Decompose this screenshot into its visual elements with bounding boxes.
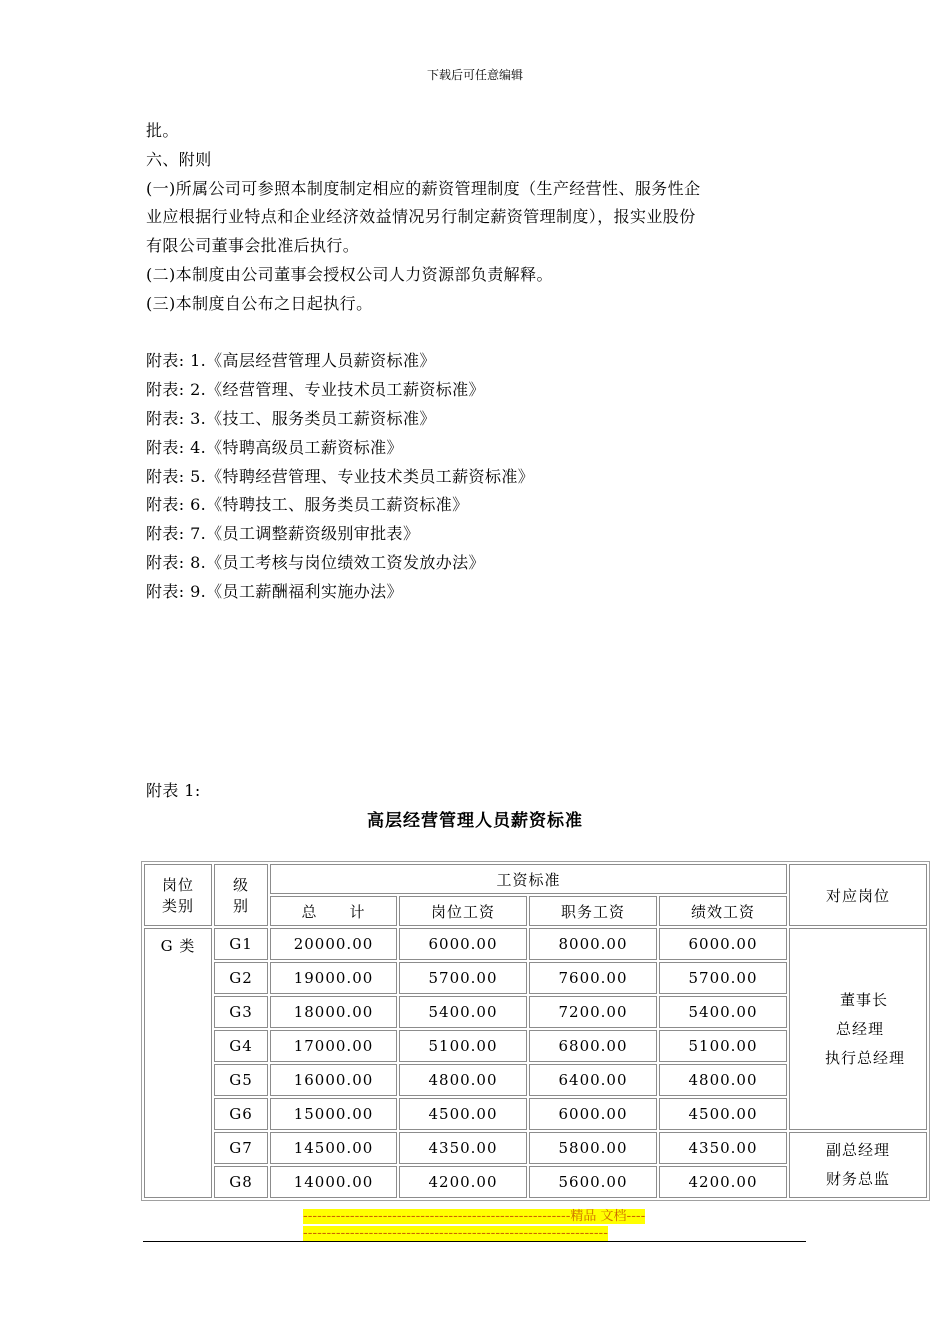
body-text [146, 117, 806, 607]
header-position: 对应岗位 [789, 864, 927, 926]
post-wage-cell: 4200.00 [399, 1166, 527, 1198]
total-cell: 19000.00 [270, 962, 397, 994]
post-wage-cell: 6000.00 [399, 928, 527, 960]
appendix-item: 附表: 3.《技工、服务类员工薪资标准》 [146, 408, 436, 428]
appendix-item: 附表: 7.《员工调整薪资级别审批表》 [146, 524, 420, 544]
header-category: 岗位 类别 [144, 864, 212, 926]
level-cell: G4 [214, 1030, 268, 1062]
level-cell: G8 [214, 1166, 268, 1198]
duty-wage-cell: 6400.00 [529, 1064, 657, 1096]
paragraph-line: (三)本制度自公布之日起执行。 [146, 293, 373, 313]
footer-rule [143, 1241, 806, 1242]
page-header: 下载后可任意编辑 [426, 68, 523, 82]
position-item: 执行总经理 [824, 1048, 905, 1067]
post-wage-cell: 5100.00 [399, 1030, 527, 1062]
total-cell: 17000.00 [270, 1030, 397, 1062]
total-cell: 15000.00 [270, 1098, 397, 1130]
duty-wage-cell: 6000.00 [529, 1098, 657, 1130]
paragraph-line: 有限公司董事会批准后执行。 [146, 236, 360, 256]
perf-wage-cell: 4500.00 [659, 1098, 787, 1130]
total-cell: 20000.00 [270, 928, 397, 960]
post-wage-cell: 5400.00 [399, 996, 527, 1028]
header-level: 级 别 [214, 864, 268, 926]
perf-wage-cell: 5700.00 [659, 962, 787, 994]
level-cell: G1 [214, 928, 268, 960]
position-item: 副总经理 [825, 1141, 890, 1159]
header-duty-wage: 职务工资 [529, 896, 657, 926]
position-group-1 [789, 928, 927, 1130]
perf-wage-cell: 5400.00 [659, 996, 787, 1028]
salary-table [141, 861, 930, 1201]
perf-wage-cell: 5100.00 [659, 1030, 787, 1062]
total-cell: 14500.00 [270, 1132, 397, 1164]
appendix-label: 附表 1: [146, 781, 201, 800]
level-cell: G7 [214, 1132, 268, 1164]
perf-wage-cell: 4200.00 [659, 1166, 787, 1198]
perf-wage-cell: 4350.00 [659, 1132, 787, 1164]
appendix-item: 附表: 5.《特聘经营管理、专业技术类员工薪资标准》 [146, 466, 535, 486]
position-group-2 [789, 1132, 927, 1198]
post-wage-cell: 4500.00 [399, 1098, 527, 1130]
appendix-item: 附表: 4.《特聘高级员工薪资标准》 [146, 437, 403, 457]
paragraph-line: (一)所属公司可参照本制度制定相应的薪资管理制度（生产经营性、服务性企 [146, 178, 701, 198]
post-wage-cell: 4800.00 [399, 1064, 527, 1096]
table-row [144, 1132, 927, 1164]
paragraph-line: 业应根据行业特点和企业经济效益情况另行制定薪资管理制度），报实业股份 [146, 207, 696, 227]
level-cell: G3 [214, 996, 268, 1028]
level-cell: G2 [214, 962, 268, 994]
category-cell: G 类 [144, 928, 212, 1198]
duty-wage-cell: 7200.00 [529, 996, 657, 1028]
duty-wage-cell: 8000.00 [529, 928, 657, 960]
paragraph-line: (二)本制度由公司董事会授权公司人力资源部负责解释。 [146, 264, 553, 284]
position-item: 总经理 [836, 1019, 885, 1038]
header-wage-standard: 工资标准 [270, 864, 787, 894]
appendix-item: 附表: 8.《员工考核与岗位绩效工资发放办法》 [146, 552, 485, 572]
appendix-item: 附表: 9.《员工薪酬福利实施办法》 [146, 581, 403, 601]
section-heading: 六、附则 [146, 149, 212, 169]
duty-wage-cell: 5600.00 [529, 1166, 657, 1198]
position-item: 财务总监 [825, 1170, 890, 1188]
header-perf-wage: 绩效工资 [659, 896, 787, 926]
post-wage-cell: 4350.00 [399, 1132, 527, 1164]
appendix-item: 附表: 1.《高层经营管理人员薪资标准》 [146, 351, 436, 371]
appendix-item: 附表: 6.《特聘技工、服务类员工薪资标准》 [146, 495, 469, 515]
perf-wage-cell: 6000.00 [659, 928, 787, 960]
total-cell: 16000.00 [270, 1064, 397, 1096]
perf-wage-cell: 4800.00 [659, 1064, 787, 1096]
appendix-item: 附表: 2.《经营管理、专业技术员工薪资标准》 [146, 380, 485, 400]
level-cell: G6 [214, 1098, 268, 1130]
table-row [144, 928, 927, 960]
total-cell: 14000.00 [270, 1166, 397, 1198]
paragraph-line: 批。 [146, 121, 179, 140]
post-wage-cell: 5700.00 [399, 962, 527, 994]
total-cell: 18000.00 [270, 996, 397, 1028]
table-title: 高层经营管理人员薪资标准 [367, 811, 583, 831]
level-cell: G5 [214, 1064, 268, 1096]
position-item: 董事长 [840, 990, 889, 1009]
header-post-wage: 岗位工资 [399, 896, 527, 926]
footer-watermark: ---------------------------------------------------------精品 文档--------------------------------------------------------------------- [303, 1209, 646, 1241]
duty-wage-cell: 7600.00 [529, 962, 657, 994]
duty-wage-cell: 5800.00 [529, 1132, 657, 1164]
header-total: 总 计 [270, 896, 397, 926]
duty-wage-cell: 6800.00 [529, 1030, 657, 1062]
